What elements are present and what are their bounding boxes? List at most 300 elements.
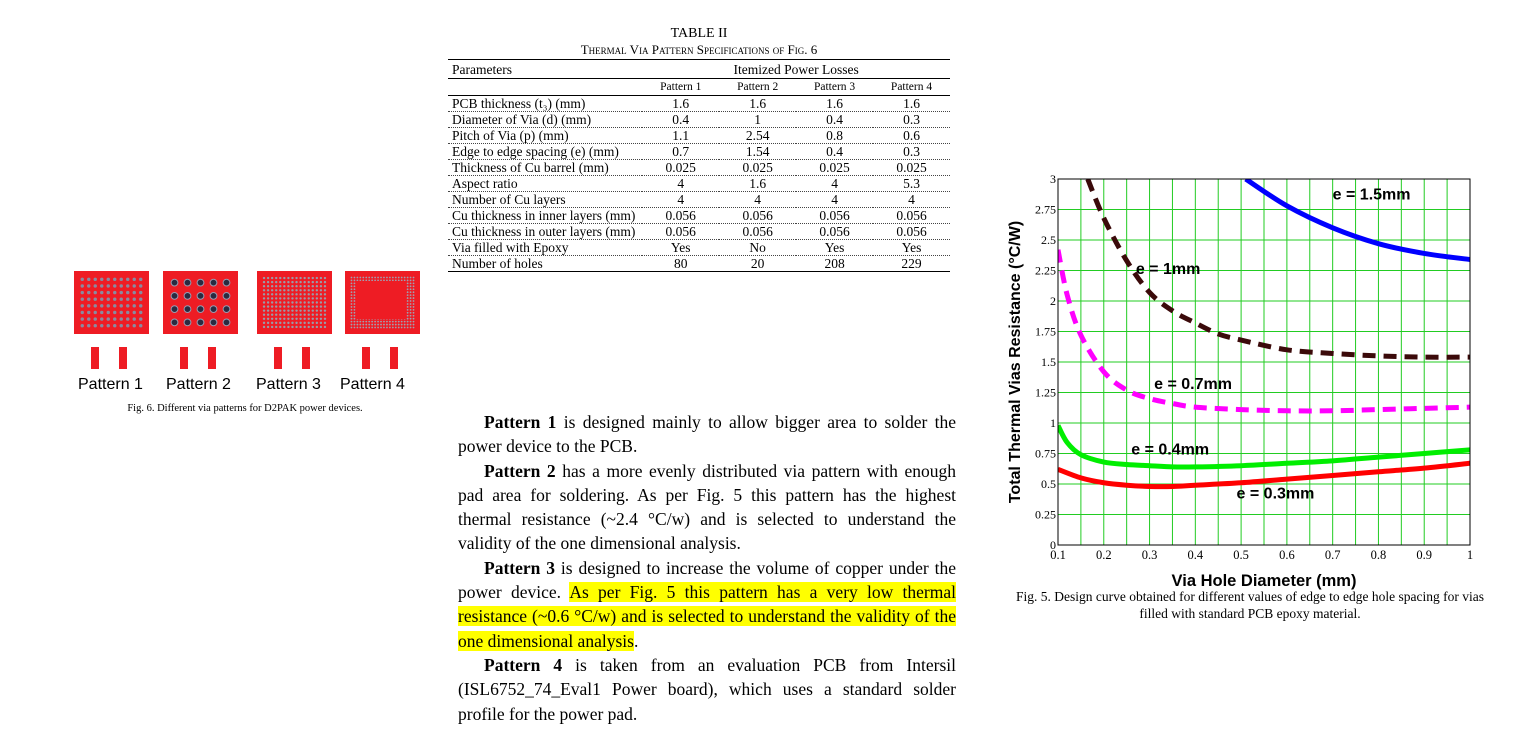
via-hole bbox=[320, 285, 322, 287]
via-hole bbox=[303, 309, 305, 311]
via-hole bbox=[299, 322, 301, 324]
y-tick-label: 0.25 bbox=[1035, 507, 1056, 522]
highlighted-text: As per Fig. 5 this pattern has a very low thermal resistance (~0.6 °C/w) and is selected to understand the validity of the one dimensional analysis bbox=[458, 582, 956, 651]
via-hole bbox=[362, 321, 364, 323]
via-hole bbox=[126, 291, 129, 294]
via-hole bbox=[94, 311, 97, 314]
via-hole bbox=[291, 281, 293, 283]
pattern4-pad-image bbox=[345, 271, 420, 334]
solder-pad bbox=[356, 281, 406, 319]
via-hole bbox=[324, 318, 326, 320]
value-cell: 229 bbox=[873, 256, 950, 272]
paragraph-pattern4 bbox=[458, 653, 956, 726]
via-hole bbox=[184, 319, 191, 326]
via-hole bbox=[133, 317, 136, 320]
via-hole bbox=[120, 284, 123, 287]
via-hole bbox=[299, 297, 301, 299]
via-hole bbox=[107, 304, 110, 307]
via-hole bbox=[308, 305, 310, 307]
via-hole bbox=[295, 318, 297, 320]
via-hole bbox=[275, 297, 277, 299]
via-hole bbox=[299, 318, 301, 320]
via-hole bbox=[351, 297, 353, 299]
via-hole bbox=[271, 318, 273, 320]
value-cell: 4 bbox=[719, 192, 796, 208]
via-hole bbox=[389, 327, 391, 329]
via-hole bbox=[351, 318, 353, 320]
via-hole bbox=[107, 324, 110, 327]
via-hole bbox=[404, 327, 406, 329]
table-row bbox=[448, 224, 950, 240]
via-hole bbox=[120, 297, 123, 300]
via-hole bbox=[87, 311, 90, 314]
via-hole bbox=[354, 327, 356, 329]
via-hole bbox=[316, 314, 318, 316]
via-hole bbox=[312, 285, 314, 287]
via-hole bbox=[299, 281, 301, 283]
via-hole bbox=[299, 301, 301, 303]
via-hole bbox=[380, 324, 382, 326]
via-hole bbox=[359, 324, 361, 326]
via-hole bbox=[283, 322, 285, 324]
via-hole bbox=[312, 326, 314, 328]
via-hole bbox=[351, 303, 353, 305]
via-hole bbox=[407, 297, 409, 299]
via-hole bbox=[100, 324, 103, 327]
via-hole bbox=[271, 314, 273, 316]
via-hole bbox=[351, 285, 353, 287]
pattern4-label: Pattern 4 bbox=[340, 376, 405, 393]
pattern3-pad-image bbox=[257, 271, 332, 334]
value-cell: 0.056 bbox=[642, 208, 719, 224]
via-hole bbox=[291, 318, 293, 320]
via-hole bbox=[113, 304, 116, 307]
via-hole bbox=[107, 311, 110, 314]
via-hole bbox=[120, 311, 123, 314]
via-hole bbox=[354, 288, 356, 290]
via-hole bbox=[107, 317, 110, 320]
via-hole bbox=[126, 297, 129, 300]
via-hole bbox=[271, 285, 273, 287]
value-cell: 0.056 bbox=[719, 224, 796, 240]
via-hole bbox=[267, 326, 269, 328]
via-hole bbox=[312, 297, 314, 299]
via-hole bbox=[126, 278, 129, 281]
value-cell: Yes bbox=[642, 240, 719, 256]
via-hole bbox=[299, 305, 301, 307]
param-cell: Via filled with Epoxy bbox=[448, 240, 642, 256]
via-hole bbox=[407, 309, 409, 311]
pattern4-pin bbox=[362, 347, 370, 369]
via-hole bbox=[87, 297, 90, 300]
paragraph-pattern1 bbox=[458, 410, 956, 459]
value-cell: 5.3 bbox=[873, 176, 950, 192]
via-hole bbox=[303, 326, 305, 328]
via-hole bbox=[275, 277, 277, 279]
via-hole bbox=[107, 284, 110, 287]
via-hole bbox=[413, 294, 415, 296]
via-hole bbox=[362, 324, 364, 326]
via-hole bbox=[291, 314, 293, 316]
via-hole bbox=[380, 277, 382, 279]
bold-term: Pattern 3 bbox=[484, 557, 556, 578]
via-hole bbox=[316, 326, 318, 328]
via-hole bbox=[267, 297, 269, 299]
via-hole bbox=[312, 314, 314, 316]
via-hole bbox=[139, 297, 142, 300]
via-hole bbox=[383, 327, 385, 329]
via-hole bbox=[133, 284, 136, 287]
param-cell: Cu thickness in inner layers (mm) bbox=[448, 208, 642, 224]
via-hole bbox=[263, 318, 265, 320]
pattern1-label: Pattern 1 bbox=[78, 376, 143, 393]
via-hole bbox=[139, 284, 142, 287]
via-hole bbox=[404, 321, 406, 323]
y-tick-label: 1.5 bbox=[1041, 355, 1056, 369]
via-hole bbox=[267, 277, 269, 279]
table-row bbox=[448, 192, 950, 208]
via-hole bbox=[407, 315, 409, 317]
bold-term: Pattern 1 bbox=[484, 412, 557, 432]
via-hole bbox=[407, 291, 409, 293]
via-hole bbox=[392, 327, 394, 329]
via-hole bbox=[324, 285, 326, 287]
via-hole bbox=[351, 324, 353, 326]
via-hole bbox=[287, 297, 289, 299]
via-hole bbox=[271, 277, 273, 279]
via-hole bbox=[351, 294, 353, 296]
via-hole bbox=[133, 297, 136, 300]
via-hole bbox=[374, 324, 376, 326]
via-hole bbox=[351, 327, 353, 329]
via-hole bbox=[126, 311, 129, 314]
via-hole bbox=[279, 281, 281, 283]
via-hole bbox=[308, 285, 310, 287]
via-hole bbox=[171, 306, 178, 313]
pattern4-pin bbox=[390, 347, 398, 369]
via-hole bbox=[291, 285, 293, 287]
via-hole bbox=[299, 309, 301, 311]
via-hole bbox=[386, 277, 388, 279]
via-hole bbox=[407, 327, 409, 329]
via-hole bbox=[351, 288, 353, 290]
via-hole bbox=[283, 301, 285, 303]
via-hole bbox=[351, 309, 353, 311]
via-hole bbox=[275, 318, 277, 320]
value-cell: 4 bbox=[642, 176, 719, 192]
via-hole bbox=[133, 304, 136, 307]
via-hole bbox=[324, 305, 326, 307]
via-hole bbox=[374, 327, 376, 329]
via-hole bbox=[413, 297, 415, 299]
via-hole bbox=[279, 322, 281, 324]
via-hole bbox=[287, 318, 289, 320]
table-row bbox=[448, 112, 950, 128]
via-hole bbox=[107, 291, 110, 294]
via-hole bbox=[374, 321, 376, 323]
via-hole bbox=[271, 301, 273, 303]
curve-label: e = 1mm bbox=[1135, 261, 1201, 279]
via-hole bbox=[410, 294, 412, 296]
via-hole bbox=[407, 312, 409, 314]
via-hole bbox=[81, 317, 84, 320]
value-cell: 0.4 bbox=[642, 112, 719, 128]
via-hole bbox=[263, 326, 265, 328]
via-hole bbox=[320, 309, 322, 311]
via-hole bbox=[263, 293, 265, 295]
via-hole bbox=[316, 297, 318, 299]
via-hole bbox=[354, 297, 356, 299]
via-hole bbox=[267, 289, 269, 291]
via-hole bbox=[359, 327, 361, 329]
value-cell: 1.54 bbox=[719, 144, 796, 160]
y-tick-label: 1.75 bbox=[1035, 324, 1056, 339]
via-hole bbox=[413, 315, 415, 317]
via-hole bbox=[410, 321, 412, 323]
pattern2-pad-image bbox=[163, 271, 238, 334]
via-hole bbox=[316, 293, 318, 295]
col-pattern3: Pattern 3 bbox=[796, 79, 873, 96]
via-hole bbox=[267, 305, 269, 307]
via-hole bbox=[295, 281, 297, 283]
via-hole bbox=[126, 284, 129, 287]
via-hole bbox=[279, 326, 281, 328]
paragraph-text: is taken from an evaluation PCB from Intersil (ISL6752_74_Eval1 Power board), which uses a standard solder profile for the power pad. bbox=[458, 654, 956, 724]
via-hole bbox=[303, 314, 305, 316]
via-hole bbox=[113, 278, 116, 281]
via-hole bbox=[389, 321, 391, 323]
fig6-figure bbox=[60, 262, 430, 422]
via-hole bbox=[94, 284, 97, 287]
via-hole bbox=[398, 321, 400, 323]
via-hole bbox=[320, 301, 322, 303]
via-hole bbox=[113, 324, 116, 327]
via-hole bbox=[139, 278, 142, 281]
value-cell: 80 bbox=[642, 256, 719, 272]
pattern1-vias bbox=[79, 276, 144, 329]
param-cell: Number of Cu layers bbox=[448, 192, 642, 208]
via-hole bbox=[283, 326, 285, 328]
param-cell: Thickness of Cu barrel (mm) bbox=[448, 160, 642, 176]
via-hole bbox=[139, 311, 142, 314]
via-hole bbox=[223, 319, 230, 326]
via-hole bbox=[401, 321, 403, 323]
via-hole bbox=[94, 291, 97, 294]
value-cell: 4 bbox=[873, 192, 950, 208]
via-hole bbox=[275, 314, 277, 316]
via-hole bbox=[287, 281, 289, 283]
value-cell: 0.3 bbox=[873, 112, 950, 128]
via-hole bbox=[320, 314, 322, 316]
fig5-caption: Fig. 5. Design curve obtained for different values of edge to edge hole spacing for vias filled with standard PCB epoxy material. bbox=[1016, 589, 1484, 621]
via-hole bbox=[410, 315, 412, 317]
via-hole bbox=[389, 324, 391, 326]
via-hole bbox=[365, 321, 367, 323]
via-hole bbox=[303, 301, 305, 303]
via-hole bbox=[81, 291, 84, 294]
via-hole bbox=[354, 312, 356, 314]
via-hole bbox=[359, 277, 361, 279]
via-hole bbox=[279, 277, 281, 279]
paragraph-text: is designed mainly to allow bigger area to solder the power device to the PCB. bbox=[458, 412, 956, 457]
via-hole bbox=[368, 277, 370, 279]
subheader-empty bbox=[448, 79, 642, 96]
value-cell: 0.056 bbox=[796, 208, 873, 224]
via-hole bbox=[413, 312, 415, 314]
via-hole bbox=[291, 309, 293, 311]
via-hole bbox=[113, 317, 116, 320]
via-hole bbox=[377, 277, 379, 279]
pattern3-vias bbox=[262, 276, 327, 329]
via-hole bbox=[197, 279, 204, 286]
via-hole bbox=[295, 314, 297, 316]
via-hole bbox=[113, 284, 116, 287]
via-hole bbox=[351, 300, 353, 302]
y-tick-label: 2.5 bbox=[1041, 233, 1056, 247]
via-hole bbox=[87, 284, 90, 287]
via-hole bbox=[308, 322, 310, 324]
via-hole bbox=[87, 317, 90, 320]
via-hole bbox=[287, 326, 289, 328]
y-tick-label: 0.75 bbox=[1035, 446, 1056, 461]
via-hole bbox=[295, 297, 297, 299]
via-hole bbox=[312, 322, 314, 324]
value-cell: No bbox=[719, 240, 796, 256]
via-hole bbox=[283, 309, 285, 311]
via-hole bbox=[413, 318, 415, 320]
via-hole bbox=[316, 305, 318, 307]
via-hole bbox=[113, 297, 116, 300]
pattern1-pin bbox=[119, 347, 127, 369]
table-row bbox=[448, 144, 950, 160]
via-hole bbox=[362, 277, 364, 279]
value-cell: 0.025 bbox=[642, 160, 719, 176]
via-hole bbox=[398, 277, 400, 279]
x-tick-label: 0.8 bbox=[1370, 548, 1387, 562]
via-hole bbox=[320, 289, 322, 291]
header-parameters: Parameters bbox=[448, 60, 642, 79]
via-hole bbox=[312, 305, 314, 307]
via-hole bbox=[383, 277, 385, 279]
via-hole bbox=[100, 278, 103, 281]
x-axis-label: Via Hole Diameter (mm) bbox=[1171, 572, 1357, 590]
via-hole bbox=[303, 277, 305, 279]
via-hole bbox=[324, 277, 326, 279]
value-cell: 4 bbox=[796, 176, 873, 192]
via-hole bbox=[271, 309, 273, 311]
via-hole bbox=[113, 311, 116, 314]
via-hole bbox=[374, 277, 376, 279]
pattern1-pin bbox=[91, 347, 99, 369]
via-hole bbox=[371, 327, 373, 329]
via-hole bbox=[413, 321, 415, 323]
param-cell: Cu thickness in outer layers (mm) bbox=[448, 224, 642, 240]
via-hole bbox=[94, 297, 97, 300]
via-hole bbox=[275, 305, 277, 307]
x-tick-label: 0.1 bbox=[1050, 548, 1066, 562]
via-hole bbox=[267, 318, 269, 320]
via-hole bbox=[354, 294, 356, 296]
paragraph-pattern3 bbox=[458, 556, 956, 653]
pattern4-vias bbox=[350, 276, 415, 329]
x-tick-label: 1 bbox=[1466, 548, 1474, 562]
via-hole bbox=[287, 293, 289, 295]
param-cell: Aspect ratio bbox=[448, 176, 642, 192]
via-hole bbox=[126, 324, 129, 327]
via-hole bbox=[354, 306, 356, 308]
param-cell: Pitch of Via (p) (mm) bbox=[448, 128, 642, 144]
via-hole bbox=[303, 297, 305, 299]
bold-term: Pattern 4 bbox=[484, 654, 563, 675]
via-hole bbox=[413, 291, 415, 293]
via-hole bbox=[410, 277, 412, 279]
via-hole bbox=[287, 322, 289, 324]
via-hole bbox=[197, 292, 204, 299]
via-hole bbox=[279, 289, 281, 291]
pattern3-label: Pattern 3 bbox=[256, 376, 321, 393]
pattern2-pin bbox=[208, 347, 216, 369]
via-hole bbox=[324, 281, 326, 283]
x-tick-label: 0.2 bbox=[1095, 548, 1112, 562]
via-hole bbox=[299, 293, 301, 295]
via-hole bbox=[81, 324, 84, 327]
via-hole bbox=[404, 277, 406, 279]
via-hole bbox=[171, 292, 178, 299]
via-hole bbox=[407, 318, 409, 320]
pattern2-vias bbox=[168, 276, 233, 329]
via-hole bbox=[410, 324, 412, 326]
via-hole bbox=[291, 289, 293, 291]
via-hole bbox=[100, 284, 103, 287]
curve-label: e = 0.4mm bbox=[1131, 441, 1210, 459]
value-cell: 0.056 bbox=[873, 224, 950, 240]
via-hole bbox=[299, 289, 301, 291]
via-hole bbox=[354, 282, 356, 284]
via-hole bbox=[287, 289, 289, 291]
via-hole bbox=[380, 327, 382, 329]
value-cell: 20 bbox=[719, 256, 796, 272]
via-hole bbox=[287, 305, 289, 307]
via-hole bbox=[413, 327, 415, 329]
table-row bbox=[448, 208, 950, 224]
via-hole bbox=[283, 314, 285, 316]
via-hole bbox=[283, 281, 285, 283]
via-hole bbox=[279, 293, 281, 295]
via-hole bbox=[407, 303, 409, 305]
via-hole bbox=[279, 301, 281, 303]
via-hole bbox=[275, 293, 277, 295]
via-hole bbox=[133, 291, 136, 294]
via-hole bbox=[120, 304, 123, 307]
via-hole bbox=[283, 318, 285, 320]
param-cell: PCB thickness (t₃) (mm) bbox=[448, 96, 642, 112]
via-hole bbox=[271, 289, 273, 291]
via-hole bbox=[407, 321, 409, 323]
table-row bbox=[448, 96, 950, 112]
via-hole bbox=[287, 301, 289, 303]
via-hole bbox=[120, 324, 123, 327]
y-axis-label: Total Thermal Vias Resistance (°C/W) bbox=[1007, 220, 1024, 504]
via-hole bbox=[377, 327, 379, 329]
value-cell: 1.1 bbox=[642, 128, 719, 144]
via-hole bbox=[320, 322, 322, 324]
via-hole bbox=[291, 277, 293, 279]
via-hole bbox=[295, 285, 297, 287]
via-hole bbox=[308, 309, 310, 311]
via-hole bbox=[299, 314, 301, 316]
via-hole bbox=[354, 280, 356, 282]
via-hole bbox=[410, 306, 412, 308]
